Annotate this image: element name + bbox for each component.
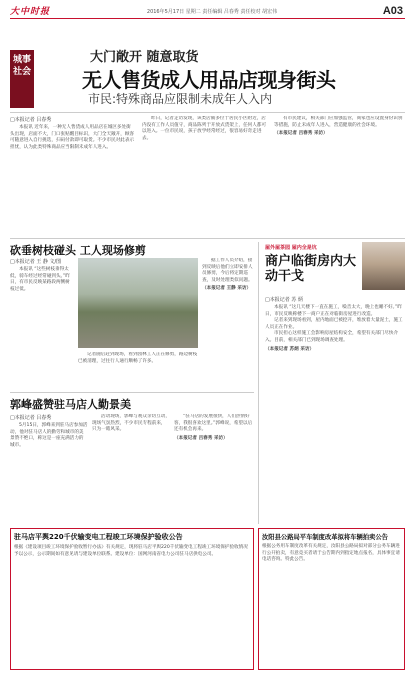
section3-paragraph: 5月15日，郭峰来到驻马店参加活动，他对驻马店人的勤劳和城市的美景赞不绝口，称这是一座充满活力的城市。 xyxy=(10,423,88,448)
lead-headline: 无人售货成人用品店现身街头 xyxy=(82,68,336,92)
lead-paragraph: 有市民建议，相关部门应加强监管，商家也应设置身份识别等措施，防止未成年人进入，营造健康的社会环境。 xyxy=(274,116,403,128)
section3-footer: （本报记者 吕春秀 采访） xyxy=(174,435,228,441)
right-paragraph: 本报讯 “这几天楼下一直在施工，噪音太大，晚上也睡不好。”昨日，市民反映称楼下一商户正在对临街房屋进行改造。 xyxy=(265,305,402,317)
notice-box xyxy=(258,528,405,670)
lead-kicker: 大门敞开 随意取货 xyxy=(90,50,199,65)
section3-byline: □本报记者 吕春秀 xyxy=(10,415,52,421)
lead-paragraph: 昨日，记者走访发现，该类店铺多位于居民小区附近，店内没有工作人员值守，商品陈列于开放式货架上，任何人都可以进入。一位市民说，孩子放学经常经过，很容易好奇走进去。 xyxy=(142,116,267,141)
notice-title: 汝阳县公路局平车制度改革拟将车辆拍卖公告 xyxy=(262,534,388,541)
lead-byline: □本报记者 吕春秀 xyxy=(10,117,52,123)
section2-paragraph: 记者随后赶到现场，看到园林工人正在修剪，路边树枝已被清理，过往行人通行顺畅了许多。 xyxy=(78,352,198,364)
notice-box xyxy=(10,528,254,670)
lead-body-col-3 xyxy=(274,116,405,234)
lead-body-col-2 xyxy=(142,116,267,234)
right-footer: （本报记者 苏炳 采访） xyxy=(265,346,315,352)
column-divider xyxy=(258,242,259,524)
section3-paragraph: “驻马店的发展很快，人们热情好客，我很喜欢这里。”郭峰说，希望以后还有机会再来。 xyxy=(174,414,253,433)
notice-text: 根据公务用车制度改革有关规定，汝阳县公路局拟对部分公务车辆进行公开拍卖，有意竞买者请于公告期内到指定地点报名，具体事宜请电话咨询。特此公告。 xyxy=(262,544,400,562)
section2-body-col-3 xyxy=(202,258,254,388)
lead-footer: （本报记者 吕春秀 采访） xyxy=(274,131,328,137)
right-paragraph: 记者来到现场看到，屋内地面已被挖开，堆放着大量泥土，施工人员正在作业。 xyxy=(265,318,403,330)
right-paragraph: 市民担心这样施工会影响房屋结构安全，希望有关部门尽快介入。目前，相关部门已到现场调查处理。 xyxy=(265,331,399,343)
section2-footer: （本报记者 王静 采访） xyxy=(202,286,252,292)
section2-paragraph: 本报讯 “这些树枝垂得太低，骑车经过经常碰到头。”昨日，有市民反映某路段两侧树枝过低。 xyxy=(10,267,70,292)
section2-body-col-2 xyxy=(78,352,198,388)
section2-headline: 砍垂树枝碰头 工人现场修剪 xyxy=(10,244,146,257)
right-byline: □本报记者 苏 炳 xyxy=(265,297,303,303)
section-divider xyxy=(10,238,405,239)
lead-body-col-1 xyxy=(10,116,135,234)
top-divider xyxy=(10,18,405,19)
section3-body-col-3 xyxy=(174,414,254,524)
page-number: A03 xyxy=(382,5,403,17)
section2-body-col-1 xyxy=(10,258,74,388)
lead-subhead: 市民:特殊商品应限制未成年人入内 xyxy=(88,92,273,106)
issue-line: 2016年5月17日 星期二 责任编辑 吕春秀 责任校对 胡宏伟 xyxy=(146,9,278,15)
right-headline: 商户临街房内大动干戈 xyxy=(265,254,357,284)
notice-title: 驻马店平舆220千伏输变电工程竣工环境保护验收公告 xyxy=(14,533,183,541)
shop-photo xyxy=(362,242,405,290)
section3-headline: 郭峰盛赞驻马店人勤景美 xyxy=(10,398,131,411)
section-tab: 城事社会 xyxy=(10,50,34,108)
right-body xyxy=(265,296,405,522)
section3-body-col-1 xyxy=(10,414,88,524)
newspaper-logo: 大中时报 xyxy=(10,7,51,17)
section-divider xyxy=(10,392,254,393)
section2-paragraph: 据工作人员介绍，接到反映后他们立即安排人员修剪，今后将定期巡查，及时处理类似问题。 xyxy=(202,258,253,283)
section3-body-col-2 xyxy=(92,414,170,524)
lead-divider xyxy=(10,112,405,113)
right-kicker: 屋外屋茶园 屋内全是坑 xyxy=(265,245,317,251)
notice-text: 根据《建设项目竣工环境保护验收暂行办法》有关规定，现将驻马店平舆220千伏输变电工程竣工环境保护验收情况予以公示，公示期间如有意见请与建设单位联系。建设单位：国网河南省电力公司驻马店供电公司。 xyxy=(14,545,248,557)
section3-paragraph: 活动现场，郭峰与观众亲切互动，现场气氛热烈，不少市民专程前来，只为一睹风采。 xyxy=(92,414,170,433)
lead-paragraph: 本报讯 近年来，一种无人售货成人用品店在城区多处街头出现，店面不大，门口张贴醒目标识，大门全天敞开，顾客可随意进入自行挑选，扫码付款即可取货。不少市民对此表示担忧，认为此类特殊商品应当限制未成年人进入。 xyxy=(10,125,135,150)
street-tree-photo xyxy=(78,258,198,348)
section2-byline: □本报记者 王 静 文/图 xyxy=(10,259,62,265)
